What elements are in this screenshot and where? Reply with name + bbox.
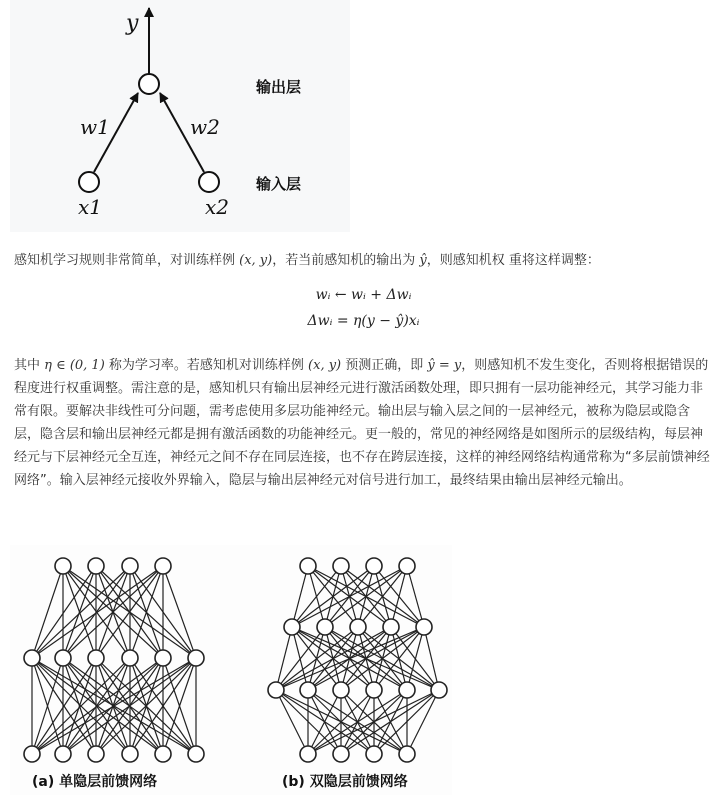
double-net-neuron-l2-4 [383, 619, 399, 635]
input-neuron-2 [199, 172, 219, 192]
feedforward-networks-figure [10, 545, 452, 795]
double-net-neuron-l1-2 [333, 558, 349, 574]
single-net-neuron-l3-1 [24, 746, 40, 762]
double-net-connection [292, 566, 407, 627]
caption-double-hidden: (b) 双隐层前馈网络 [282, 774, 408, 790]
double-net-connection [407, 566, 424, 627]
paragraph-2 [14, 354, 714, 492]
p2-text-a: 其中 [14, 358, 45, 373]
single-net-neuron-l2-1 [24, 650, 40, 666]
double-net-neuron-l2-5 [416, 619, 432, 635]
double-net-connection [407, 690, 439, 754]
double-net-neuron-l4-4 [399, 746, 415, 762]
single-net-neuron-l2-5 [155, 650, 171, 666]
p2-math-sample: (x, y) [308, 358, 342, 373]
double-net-neuron-l3-5 [399, 682, 415, 698]
single-net-neuron-l1-4 [155, 558, 171, 574]
single-net-neuron-l2-4 [122, 650, 138, 666]
single-net-neuron-l3-2 [55, 746, 71, 762]
equation-update-rule: wᵢ ← wᵢ + Δwᵢ [315, 287, 412, 303]
feedforward-networks-diagram [10, 545, 452, 795]
weight-label-2: w2 [190, 115, 220, 139]
equation-delta-rule: Δwᵢ = η(y − ŷ)xᵢ [307, 313, 420, 329]
p2-text-c: 预测正确，即 [341, 358, 428, 373]
input-layer-label: 输入层 [256, 175, 302, 193]
single-net-neuron-l3-4 [122, 746, 138, 762]
single-net-neuron-l2-2 [55, 650, 71, 666]
double-net-neuron-l4-2 [333, 746, 349, 762]
single-net-neuron-l2-6 [188, 650, 204, 666]
output-neuron [139, 74, 159, 94]
p2-text-d: ，则感知机不发生变化，否则将根据错误的程度进行权重调整。需注意的是，感知机只有输出层神经元进行激活函数处理，即只拥有一层功能神经元，其学习能力非常有限。要解决非线性可分问题，需考虑使用多层功能神经元。输出层与输入层之间的一层神经元，被称为隐层或隐含层，隐含层和输出层神经元都是拥有激活函数的功能神经元。更一般的，常见的神经网络是如图所示的层级结构，每层神经元与下层神经元全互连，神经元之间不存在同层连接，也不存在跨层连接，这样的神经网络结构通常称为“多层前馈神经网络”。输入层神经元接收外界输入，隐层与输出层神经元对信号进行加工，最终结果由输出层神经元输出。 [14, 358, 710, 488]
double-net-connection [276, 690, 308, 754]
single-net-neuron-l2-3 [88, 650, 104, 666]
p2-math-equal: ŷ = y [427, 358, 462, 373]
input-label-1: x1 [78, 195, 103, 219]
p2-math-eta: η ∈ (0, 1) [44, 358, 105, 373]
paragraph-1 [14, 249, 714, 272]
p1-math-sample: (x, y) [239, 253, 273, 268]
double-net-neuron-l3-4 [366, 682, 382, 698]
p1-text-c: ，则感知机权 重将这样调整： [426, 253, 600, 268]
perceptron-diagram [10, 0, 350, 232]
single-net-connection [32, 566, 163, 658]
single-net-connection [32, 566, 130, 658]
output-layer-label: 输出层 [256, 78, 302, 96]
input-label-2: x2 [205, 195, 230, 219]
double-net-neuron-l1-4 [399, 558, 415, 574]
double-net-neuron-l3-6 [431, 682, 447, 698]
output-label: y [126, 11, 139, 36]
double-net-neuron-l4-3 [366, 746, 382, 762]
p1-math-yhat: ŷ [419, 253, 427, 268]
single-net-neuron-l1-3 [122, 558, 138, 574]
single-net-neuron-l1-1 [55, 558, 71, 574]
single-net-connection [32, 566, 96, 658]
single-net-neuron-l1-2 [88, 558, 104, 574]
double-net-neuron-l3-3 [333, 682, 349, 698]
double-net-neuron-l2-2 [317, 619, 333, 635]
double-net-connection [341, 690, 439, 754]
p2-text-b: 称为学习率。若感知机对训练样例 [104, 358, 309, 373]
single-net-connection [163, 566, 196, 658]
caption-single-hidden: (a) 单隐层前馈网络 [32, 774, 158, 790]
p1-text-a: 感知机学习规则非常简单，对训练样例 [14, 253, 240, 268]
single-net-neuron-l3-3 [88, 746, 104, 762]
double-net-neuron-l4-1 [300, 746, 316, 762]
weight-label-1: w1 [80, 115, 110, 139]
double-net-neuron-l3-1 [268, 682, 284, 698]
double-net-connection [341, 627, 424, 690]
single-net-neuron-l3-6 [188, 746, 204, 762]
double-net-neuron-l3-2 [300, 682, 316, 698]
p1-text-b: ，若当前感知机的输出为 [272, 253, 420, 268]
double-net-neuron-l2-3 [350, 619, 366, 635]
single-net-neuron-l3-5 [155, 746, 171, 762]
double-net-neuron-l1-3 [366, 558, 382, 574]
input-neuron-1 [79, 172, 99, 192]
perceptron-figure [10, 0, 350, 232]
double-net-neuron-l2-1 [284, 619, 300, 635]
double-net-neuron-l1-1 [300, 558, 316, 574]
